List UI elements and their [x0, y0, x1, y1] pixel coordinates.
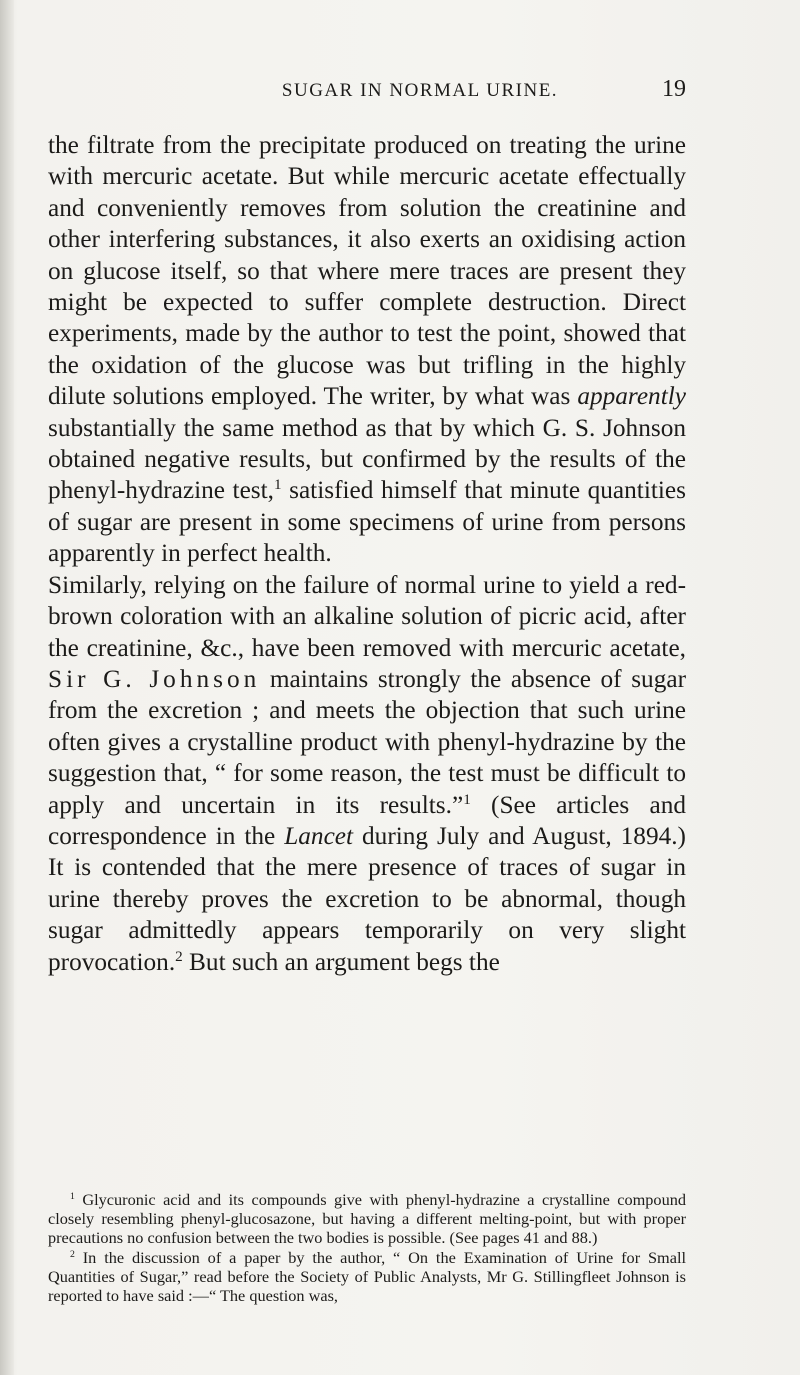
footnote-1-text: Glycuronic acid and its compounds give with phenyl-hydrazine a crystalline compound closely resembling phenyl-glucosazone, but having a different melting-point, but with proper precautions no confusion between the two bodies is possible. (See pages 41 and 88.)	[48, 1190, 686, 1248]
p2-italic-lancet: Lancet	[284, 821, 354, 850]
p1-text-b: substantially the same method as that by which G. S. Johnson obtained negative results, but confirmed by the results of the phenyl-hydrazine test,	[48, 413, 686, 505]
running-title: SUGAR IN NORMAL URINE.	[281, 80, 559, 101]
footnotes	[48, 1190, 686, 1305]
p2-text-a: Similarly, relying on the failure of normal urine to yield a red-brown coloration with an alkaline solution of picric acid, after the creatinine, &c., have been removed with mercuric acetate,	[48, 570, 686, 662]
footnote-1-mark: 1	[70, 1191, 75, 1203]
p2-text-d: during July and August, 1894.) It is contended that the mere presence of traces of sugar in urine thereby proves the excretion to be abnormal, though sugar admittedly appears temporarily on very slight provocation.	[48, 821, 686, 976]
footnote-ref-2: 2	[175, 947, 183, 965]
footnote-1	[48, 1190, 686, 1248]
p2-author-name: Sir G. Johnson	[48, 664, 261, 693]
footnote-ref-1: 1	[274, 476, 282, 494]
p2-text-b: maintains strongly the absence of sugar from the excretion ; and meets the objection that such urine often gives a crystalline product with phenyl-hydrazine by the suggestion that, “ for some reason, the test must be difficult to apply and uncertain in its results.”	[48, 664, 686, 819]
footnote-2	[48, 1248, 686, 1306]
footnote-ref-1b: 1	[463, 790, 471, 808]
footnote-2-mark: 2	[70, 1248, 75, 1260]
p2-text-c: (See articles and correspondence in the	[48, 790, 687, 850]
page-gutter	[0, 0, 14, 1375]
p1-italic: apparently	[577, 382, 686, 411]
p1-text-a: the filtrate from the precipitate produced on treating the urine with mercuric acetate. But while mercuric acetate effectually and conveniently removes from solution the creatinine and other interfering substances, it also exerts an oxidising action on glucose itself, so that where mere traces are present they might be expected to suffer complete destruction. Direct experiments, made by the author to test the point, showed that the oxidation of the glucose was but trifling in the highly dilute solutions employed. The writer, by what was	[48, 131, 686, 411]
p1-text-c: satisfied himself that minute quantities of sugar are present in some specimens of urine from persons apparently in perfect health.	[48, 476, 686, 568]
page-number: 19	[662, 76, 686, 102]
p2-text-e: But such an argument begs the	[182, 947, 500, 976]
paragraph-2	[48, 570, 686, 978]
paragraph-1	[48, 130, 686, 570]
main-text	[48, 130, 686, 978]
footnote-2-text: In the discussion of a paper by the author, “ On the Examination of Urine for Small Quantities of Sugar,” read before the Society of Public Analysts, Mr G. Stillingfleet Johnson is reported to have said :—“ The question was,	[48, 1247, 686, 1306]
